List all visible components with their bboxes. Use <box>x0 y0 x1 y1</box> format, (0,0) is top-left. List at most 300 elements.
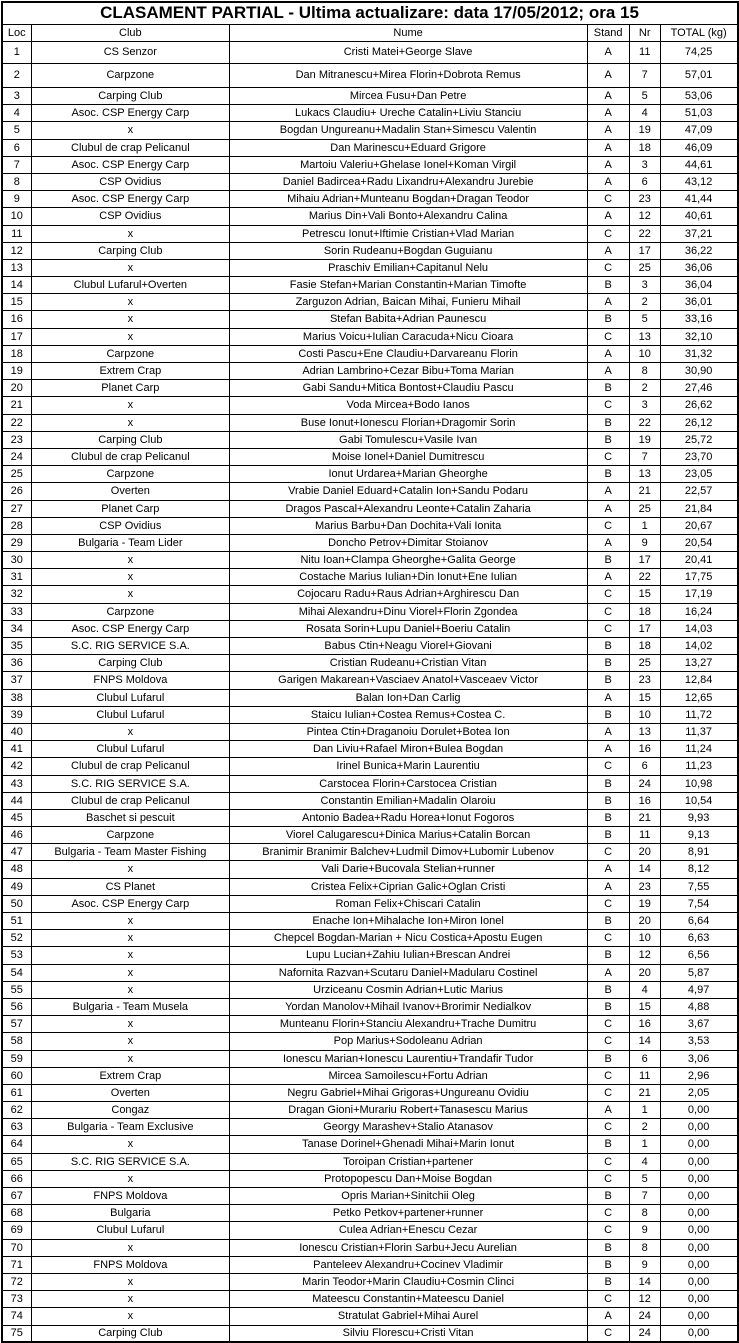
club-cell: Baschet si pescuit <box>32 809 230 826</box>
stand-cell: C <box>587 1153 629 1170</box>
total-cell: 3,06 <box>660 1050 737 1067</box>
total-cell: 44,61 <box>660 156 737 173</box>
total-cell: 0,00 <box>660 1239 737 1256</box>
nr-cell: 22 <box>629 414 660 431</box>
rank-cell: 73 <box>2 1291 32 1308</box>
table-row <box>2 603 738 620</box>
total-cell: 2,96 <box>660 1067 737 1084</box>
name-cell: Costi Pascu+Ene Claudiu+Darvareanu Florin <box>229 345 587 362</box>
name-cell: Ionut Urdarea+Marian Gheorghe <box>229 466 587 483</box>
name-cell: Toroipan Cristian+partener <box>229 1153 587 1170</box>
nr-cell: 25 <box>629 655 660 672</box>
rank-cell: 35 <box>2 638 32 655</box>
name-cell: Stratulat Gabriel+Mihai Aurel <box>229 1308 587 1325</box>
club-cell: x <box>32 259 230 276</box>
table-row <box>2 1102 738 1119</box>
club-cell: Clubul de crap Pelicanul <box>32 758 230 775</box>
nr-cell: 21 <box>629 809 660 826</box>
nr-cell: 16 <box>629 1016 660 1033</box>
stand-cell: A <box>587 363 629 380</box>
total-cell: 12,84 <box>660 672 737 689</box>
col-header-loc: Loc <box>2 25 32 42</box>
nr-cell: 23 <box>629 878 660 895</box>
name-cell: Buse Ionut+Ionescu Florian+Dragomir Sorin <box>229 414 587 431</box>
stand-cell: A <box>587 569 629 586</box>
stand-cell: B <box>587 311 629 328</box>
stand-cell: C <box>587 895 629 912</box>
stand-cell: A <box>587 345 629 362</box>
table-row <box>2 88 738 105</box>
name-cell: Cristian Rudeanu+Cristian Vitan <box>229 655 587 672</box>
rank-cell: 10 <box>2 208 32 225</box>
club-cell: x <box>32 913 230 930</box>
rank-cell: 46 <box>2 827 32 844</box>
rank-cell: 54 <box>2 964 32 981</box>
total-cell: 7,54 <box>660 895 737 912</box>
total-cell: 14,02 <box>660 638 737 655</box>
stand-cell: B <box>587 1050 629 1067</box>
club-cell: Extrem Crap <box>32 363 230 380</box>
page-title: CLASAMENT PARTIAL - Ultima actualizare: data 17/05/2012; ora 15 <box>2 2 738 25</box>
rank-cell: 53 <box>2 947 32 964</box>
total-cell: 16,24 <box>660 603 737 620</box>
table-row <box>2 1119 738 1136</box>
total-cell: 47,09 <box>660 122 737 139</box>
rank-cell: 17 <box>2 328 32 345</box>
name-cell: Marius Din+Vali Bonto+Alexandru Calina <box>229 208 587 225</box>
total-cell: 0,00 <box>660 1308 737 1325</box>
stand-cell: B <box>587 1239 629 1256</box>
nr-cell: 9 <box>629 1256 660 1273</box>
table-row <box>2 311 738 328</box>
nr-cell: 1 <box>629 1136 660 1153</box>
rank-cell: 42 <box>2 758 32 775</box>
stand-cell: A <box>587 105 629 122</box>
table-row <box>2 964 738 981</box>
club-cell: FNPS Moldova <box>32 1256 230 1273</box>
table-row <box>2 156 738 173</box>
table-row <box>2 775 738 792</box>
stand-cell: A <box>587 861 629 878</box>
name-cell: Mateescu Constantin+Mateescu Daniel <box>229 1291 587 1308</box>
club-cell: x <box>32 947 230 964</box>
name-cell: Costache Marius Iulian+Din Ionut+Ene Iulian <box>229 569 587 586</box>
table-row <box>2 1033 738 1050</box>
rank-cell: 18 <box>2 345 32 362</box>
club-cell: Asoc. CSP Energy Carp <box>32 156 230 173</box>
stand-cell: C <box>587 586 629 603</box>
nr-cell: 12 <box>629 1291 660 1308</box>
nr-cell: 4 <box>629 981 660 998</box>
rank-cell: 43 <box>2 775 32 792</box>
total-cell: 20,67 <box>660 517 737 534</box>
name-cell: Mircea Fusu+Dan Petre <box>229 88 587 105</box>
col-header-nume: Nume <box>229 25 587 42</box>
table-row <box>2 706 738 723</box>
rank-cell: 55 <box>2 981 32 998</box>
stand-cell: C <box>587 1119 629 1136</box>
club-cell: x <box>32 1273 230 1290</box>
name-cell: Fasie Stefan+Marian Constantin+Marian Timofte <box>229 277 587 294</box>
nr-cell: 23 <box>629 191 660 208</box>
total-cell: 2,05 <box>660 1084 737 1101</box>
nr-cell: 10 <box>629 345 660 362</box>
table-row <box>2 1136 738 1153</box>
name-cell: Daniel Badircea+Radu Lixandru+Alexandru Jurebie <box>229 173 587 190</box>
rank-cell: 40 <box>2 723 32 740</box>
table-row <box>2 173 738 190</box>
nr-cell: 11 <box>629 1067 660 1084</box>
club-cell: x <box>32 552 230 569</box>
table-row <box>2 105 738 122</box>
stand-cell: C <box>587 397 629 414</box>
club-cell: Clubul Lufarul <box>32 741 230 758</box>
club-cell: x <box>32 397 230 414</box>
table-row <box>2 380 738 397</box>
club-cell: Bulgaria - Team Musela <box>32 998 230 1015</box>
table-row <box>2 328 738 345</box>
stand-cell: B <box>587 380 629 397</box>
name-cell: Gabi Tomulescu+Vasile Ivan <box>229 431 587 448</box>
table-row <box>2 259 738 276</box>
rank-cell: 65 <box>2 1153 32 1170</box>
total-cell: 37,21 <box>660 225 737 242</box>
name-cell: Yordan Manolov+Mihail Ivanov+Brorimir Nedialkov <box>229 998 587 1015</box>
rank-cell: 7 <box>2 156 32 173</box>
total-cell: 0,00 <box>660 1153 737 1170</box>
club-cell: Planet Carp <box>32 380 230 397</box>
name-cell: Petrescu Ionut+Iftimie Cristian+Vlad Marian <box>229 225 587 242</box>
stand-cell: B <box>587 998 629 1015</box>
table-row <box>2 723 738 740</box>
nr-cell: 9 <box>629 1222 660 1239</box>
name-cell: Nitu Ioan+Clampa Gheorghe+Galita George <box>229 552 587 569</box>
name-cell: Dan Mitranescu+Mirea Florin+Dobrota Remus <box>229 64 587 88</box>
nr-cell: 20 <box>629 913 660 930</box>
table-row <box>2 1050 738 1067</box>
col-header-nr: Nr <box>629 25 660 42</box>
name-cell: Branimir Branimir Balchev+Ludmil Dimov+Lubomir Lubenov <box>229 844 587 861</box>
nr-cell: 12 <box>629 208 660 225</box>
club-cell: Bulgaria - Team Exclusive <box>32 1119 230 1136</box>
rank-cell: 60 <box>2 1067 32 1084</box>
club-cell: Bulgaria - Team Lider <box>32 534 230 551</box>
table-row <box>2 672 738 689</box>
total-cell: 4,88 <box>660 998 737 1015</box>
total-cell: 33,16 <box>660 311 737 328</box>
rank-cell: 70 <box>2 1239 32 1256</box>
table-row <box>2 844 738 861</box>
table-row <box>2 741 738 758</box>
club-cell: Clubul Lufarul <box>32 706 230 723</box>
rank-cell: 14 <box>2 277 32 294</box>
rank-cell: 71 <box>2 1256 32 1273</box>
total-cell: 13,27 <box>660 655 737 672</box>
stand-cell: B <box>587 827 629 844</box>
rank-cell: 24 <box>2 448 32 465</box>
nr-cell: 4 <box>629 1153 660 1170</box>
table-row <box>2 809 738 826</box>
club-cell: FNPS Moldova <box>32 672 230 689</box>
club-cell: x <box>32 328 230 345</box>
club-cell: Bulgaria <box>32 1205 230 1222</box>
name-cell: Adrian Lambrino+Cezar Bibu+Toma Marian <box>229 363 587 380</box>
stand-cell: C <box>587 603 629 620</box>
name-cell: Ionescu Marian+Ionescu Laurentiu+Trandafir Tudor <box>229 1050 587 1067</box>
stand-cell: B <box>587 414 629 431</box>
rank-cell: 68 <box>2 1205 32 1222</box>
stand-cell: C <box>587 1170 629 1187</box>
ranking-table-body <box>2 42 738 1343</box>
rank-cell: 21 <box>2 397 32 414</box>
rank-cell: 47 <box>2 844 32 861</box>
stand-cell: C <box>587 758 629 775</box>
total-cell: 9,93 <box>660 809 737 826</box>
club-cell: Carping Club <box>32 1325 230 1342</box>
total-cell: 32,10 <box>660 328 737 345</box>
table-row <box>2 1205 738 1222</box>
table-row <box>2 861 738 878</box>
club-cell: x <box>32 1016 230 1033</box>
table-row <box>2 397 738 414</box>
stand-cell: B <box>587 1256 629 1273</box>
name-cell: Rosata Sorin+Lupu Daniel+Boeriu Catalin <box>229 620 587 637</box>
name-cell: Nafornita Razvan+Scutaru Daniel+Madularu Costinel <box>229 964 587 981</box>
name-cell: Staicu Iulian+Costea Remus+Costea C. <box>229 706 587 723</box>
rank-cell: 23 <box>2 431 32 448</box>
name-cell: Martoiu Valeriu+Ghelase Ionel+Koman Virgil <box>229 156 587 173</box>
club-cell: x <box>32 1033 230 1050</box>
total-cell: 21,84 <box>660 500 737 517</box>
club-cell: CSP Ovidius <box>32 517 230 534</box>
total-cell: 36,01 <box>660 294 737 311</box>
name-cell: Marin Teodor+Marin Claudiu+Cosmin Clinci <box>229 1273 587 1290</box>
nr-cell: 16 <box>629 792 660 809</box>
total-cell: 11,24 <box>660 741 737 758</box>
rank-cell: 34 <box>2 620 32 637</box>
stand-cell: B <box>587 672 629 689</box>
rank-cell: 44 <box>2 792 32 809</box>
club-cell: x <box>32 569 230 586</box>
table-row <box>2 552 738 569</box>
total-cell: 7,55 <box>660 878 737 895</box>
stand-cell: B <box>587 981 629 998</box>
stand-cell: C <box>587 1033 629 1050</box>
name-cell: Cojocaru Radu+Raus Adrian+Arghirescu Dan <box>229 586 587 603</box>
table-row <box>2 878 738 895</box>
nr-cell: 15 <box>629 689 660 706</box>
name-cell: Enache Ion+Mihalache Ion+Miron Ionel <box>229 913 587 930</box>
stand-cell: A <box>587 964 629 981</box>
nr-cell: 8 <box>629 1205 660 1222</box>
stand-cell: B <box>587 638 629 655</box>
total-cell: 36,04 <box>660 277 737 294</box>
total-cell: 8,91 <box>660 844 737 861</box>
total-cell: 26,12 <box>660 414 737 431</box>
rank-cell: 38 <box>2 689 32 706</box>
column-header-row <box>2 25 738 42</box>
table-row <box>2 294 738 311</box>
nr-cell: 8 <box>629 1239 660 1256</box>
table-row <box>2 998 738 1015</box>
rank-cell: 26 <box>2 483 32 500</box>
stand-cell: C <box>587 844 629 861</box>
total-cell: 0,00 <box>660 1291 737 1308</box>
nr-cell: 15 <box>629 586 660 603</box>
rank-cell: 11 <box>2 225 32 242</box>
stand-cell: B <box>587 947 629 964</box>
total-cell: 11,72 <box>660 706 737 723</box>
rank-cell: 61 <box>2 1084 32 1101</box>
total-cell: 10,54 <box>660 792 737 809</box>
total-cell: 11,23 <box>660 758 737 775</box>
total-cell: 31,32 <box>660 345 737 362</box>
total-cell: 26,62 <box>660 397 737 414</box>
total-cell: 57,01 <box>660 64 737 88</box>
nr-cell: 23 <box>629 672 660 689</box>
table-row <box>2 64 738 88</box>
stand-cell: B <box>587 1188 629 1205</box>
total-cell: 43,12 <box>660 173 737 190</box>
table-row <box>2 1273 738 1290</box>
rank-cell: 58 <box>2 1033 32 1050</box>
stand-cell: B <box>587 277 629 294</box>
name-cell: Chepcel Bogdan-Marian + Nicu Costica+Apostu Eugen <box>229 930 587 947</box>
rank-cell: 32 <box>2 586 32 603</box>
club-cell: Clubul de crap Pelicanul <box>32 139 230 156</box>
stand-cell: C <box>587 1325 629 1342</box>
table-row <box>2 1239 738 1256</box>
rank-cell: 69 <box>2 1222 32 1239</box>
rank-cell: 59 <box>2 1050 32 1067</box>
table-row <box>2 1067 738 1084</box>
club-cell: x <box>32 122 230 139</box>
nr-cell: 3 <box>629 397 660 414</box>
total-cell: 6,63 <box>660 930 737 947</box>
club-cell: Clubul de crap Pelicanul <box>32 448 230 465</box>
club-cell: CSP Ovidius <box>32 173 230 190</box>
total-cell: 12,65 <box>660 689 737 706</box>
nr-cell: 8 <box>629 363 660 380</box>
nr-cell: 17 <box>629 242 660 259</box>
club-cell: x <box>32 311 230 328</box>
name-cell: Bogdan Ungureanu+Madalin Stan+Simescu Valentin <box>229 122 587 139</box>
stand-cell: A <box>587 139 629 156</box>
stand-cell: C <box>587 1084 629 1101</box>
club-cell: Carpzone <box>32 345 230 362</box>
stand-cell: A <box>587 500 629 517</box>
rank-cell: 75 <box>2 1325 32 1342</box>
rank-cell: 1 <box>2 42 32 64</box>
rank-cell: 64 <box>2 1136 32 1153</box>
nr-cell: 1 <box>629 1102 660 1119</box>
stand-cell: C <box>587 620 629 637</box>
nr-cell: 19 <box>629 431 660 448</box>
table-row <box>2 569 738 586</box>
total-cell: 23,70 <box>660 448 737 465</box>
stand-cell: B <box>587 809 629 826</box>
stand-cell: A <box>587 42 629 64</box>
nr-cell: 5 <box>629 1170 660 1187</box>
name-cell: Irinel Bunica+Marin Laurentiu <box>229 758 587 775</box>
table-row <box>2 638 738 655</box>
total-cell: 17,19 <box>660 586 737 603</box>
rank-cell: 62 <box>2 1102 32 1119</box>
club-cell: Clubul Lufarul <box>32 1222 230 1239</box>
rank-cell: 39 <box>2 706 32 723</box>
stand-cell: B <box>587 1273 629 1290</box>
nr-cell: 18 <box>629 603 660 620</box>
table-row <box>2 466 738 483</box>
nr-cell: 21 <box>629 1084 660 1101</box>
table-row <box>2 517 738 534</box>
club-cell: x <box>32 414 230 431</box>
table-row <box>2 139 738 156</box>
rank-cell: 20 <box>2 380 32 397</box>
name-cell: Pintea Ctin+Draganoiu Dorulet+Botea Ion <box>229 723 587 740</box>
rank-cell: 28 <box>2 517 32 534</box>
rank-cell: 9 <box>2 191 32 208</box>
rank-cell: 51 <box>2 913 32 930</box>
rank-cell: 67 <box>2 1188 32 1205</box>
total-cell: 5,87 <box>660 964 737 981</box>
total-cell: 0,00 <box>660 1273 737 1290</box>
rank-cell: 52 <box>2 930 32 947</box>
nr-cell: 2 <box>629 380 660 397</box>
nr-cell: 9 <box>629 534 660 551</box>
rank-cell: 27 <box>2 500 32 517</box>
name-cell: Lupu Lucian+Zahiu Iulian+Brescan Andrei <box>229 947 587 964</box>
rank-cell: 36 <box>2 655 32 672</box>
nr-cell: 5 <box>629 88 660 105</box>
stand-cell: B <box>587 431 629 448</box>
total-cell: 40,61 <box>660 208 737 225</box>
name-cell: Roman Felix+Chiscari Catalin <box>229 895 587 912</box>
total-cell: 0,00 <box>660 1136 737 1153</box>
table-row <box>2 483 738 500</box>
club-cell: S.C. RIG SERVICE S.A. <box>32 1153 230 1170</box>
nr-cell: 14 <box>629 861 660 878</box>
club-cell: FNPS Moldova <box>32 1188 230 1205</box>
rank-cell: 30 <box>2 552 32 569</box>
table-row <box>2 1188 738 1205</box>
rank-cell: 45 <box>2 809 32 826</box>
rank-cell: 5 <box>2 122 32 139</box>
table-row <box>2 277 738 294</box>
nr-cell: 6 <box>629 758 660 775</box>
club-cell: x <box>32 1291 230 1308</box>
name-cell: Voda Mircea+Bodo Ianos <box>229 397 587 414</box>
nr-cell: 18 <box>629 638 660 655</box>
name-cell: Mihai Alexandru+Dinu Viorel+Florin Zgondea <box>229 603 587 620</box>
stand-cell: C <box>587 448 629 465</box>
rank-cell: 22 <box>2 414 32 431</box>
total-cell: 51,03 <box>660 105 737 122</box>
nr-cell: 11 <box>629 827 660 844</box>
nr-cell: 2 <box>629 1119 660 1136</box>
club-cell: x <box>32 1308 230 1325</box>
table-row <box>2 586 738 603</box>
stand-cell: C <box>587 930 629 947</box>
stand-cell: C <box>587 1067 629 1084</box>
nr-cell: 13 <box>629 466 660 483</box>
total-cell: 6,56 <box>660 947 737 964</box>
name-cell: Dan Liviu+Rafael Miron+Bulea Bogdan <box>229 741 587 758</box>
stand-cell: A <box>587 483 629 500</box>
club-cell: Congaz <box>32 1102 230 1119</box>
rank-cell: 31 <box>2 569 32 586</box>
total-cell: 25,72 <box>660 431 737 448</box>
